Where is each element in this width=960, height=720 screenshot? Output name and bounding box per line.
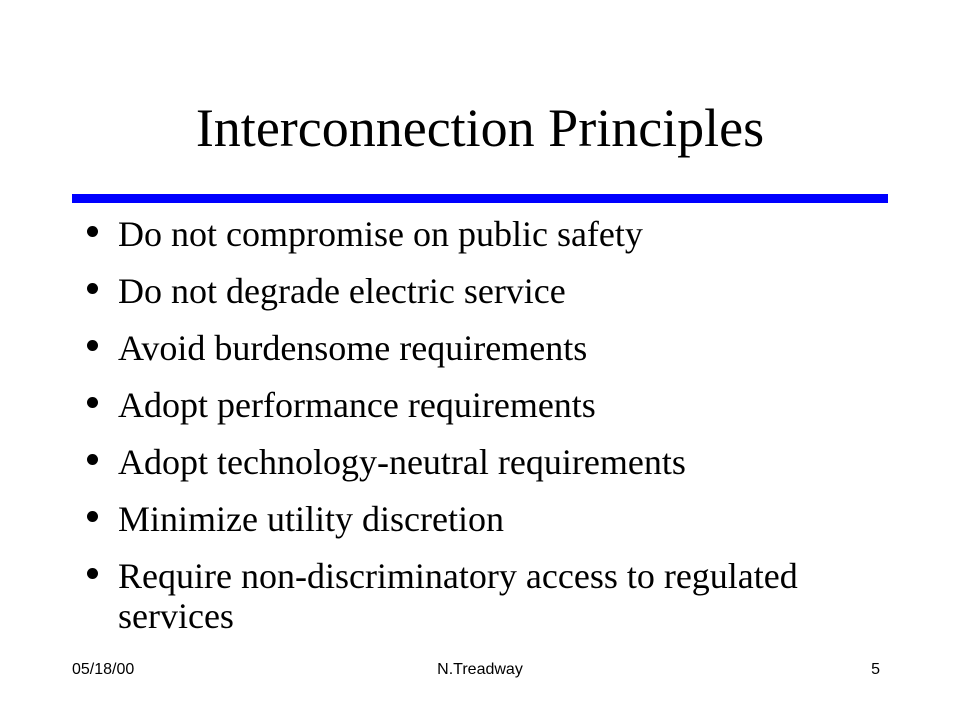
bullet-item [82,442,902,482]
bullet-text: Require non-discriminatory access to regulated services [118,556,798,636]
bullet-dot-icon [87,226,98,237]
bullet-item [82,271,902,311]
bullet-dot-icon [87,340,98,351]
bullet-text: Avoid burdensome requirements [118,328,588,368]
bullet-item [82,556,902,636]
bullet-text: Adopt technology-neutral requirements [118,442,686,482]
page-number: 5 [871,661,880,678]
bullet-dot-icon [87,397,98,408]
bullet-dot-icon [87,511,98,522]
bullet-list [82,214,902,653]
bullet-dot-icon [87,568,98,579]
footer-author: N.Treadway [437,661,523,678]
bullet-dot-icon [87,454,98,465]
title-divider [72,194,888,203]
bullet-dot-icon [87,283,98,294]
slide-title: Interconnection Principles [195,98,765,158]
bullet-item [82,328,902,368]
footer-date: 05/18/00 [72,661,135,678]
bullet-text: Do not compromise on public safety [118,214,643,254]
bullet-item [82,499,902,539]
bullet-text: Do not degrade electric service [118,271,566,311]
bullet-item [82,385,902,425]
bullet-text: Minimize utility discretion [118,499,504,539]
bullet-item [82,214,902,254]
bullet-text: Adopt performance requirements [118,385,596,425]
